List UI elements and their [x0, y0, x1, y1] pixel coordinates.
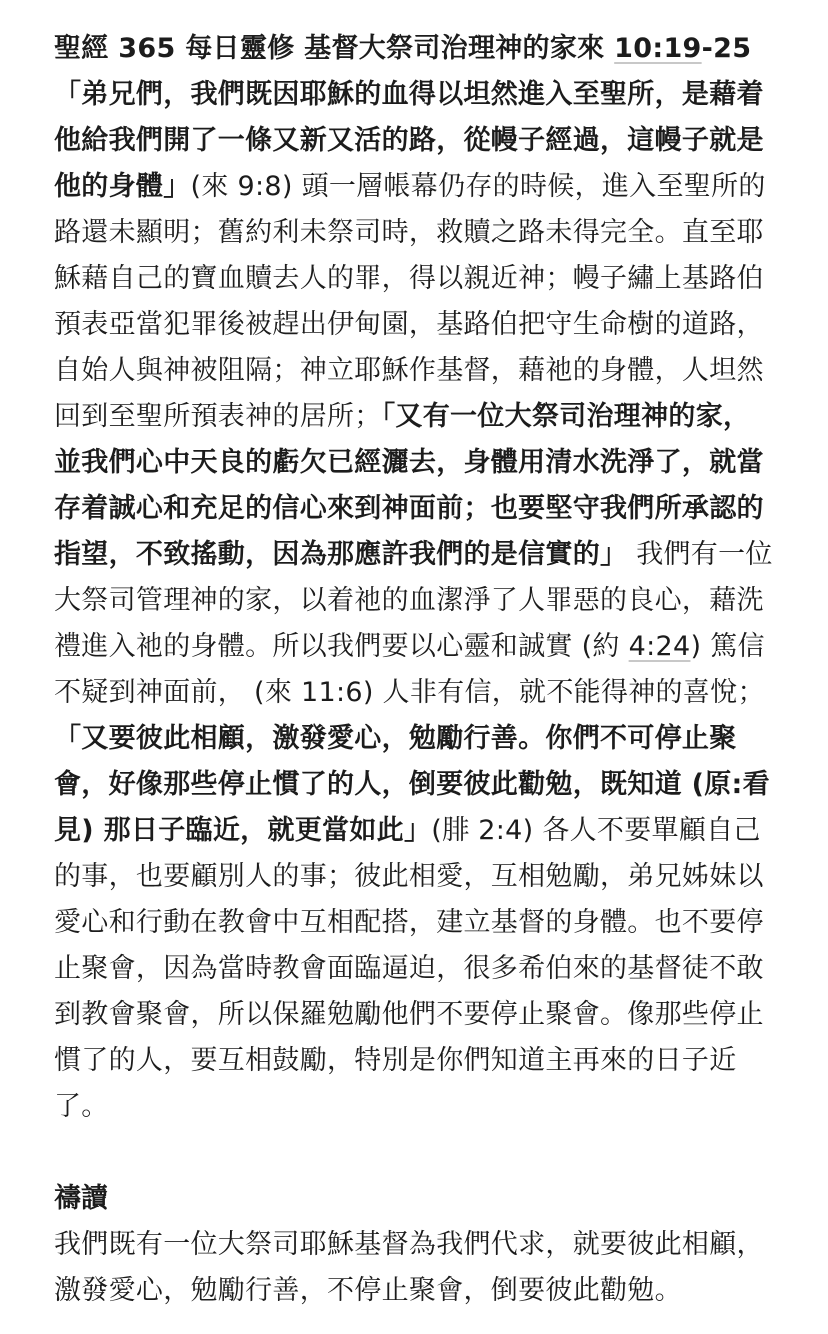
- devotional-page: [54, 26, 774, 1314]
- quote-hebrews-10-21: 「又有一位大祭司治理神的家，並我們心中天良的虧欠已經灑去，身體用清水洗淨了，就當存着誠心和充足的信心來到神面前；也要堅守我們所承認的指望，不致搖動，因為那應許我們的是信實的」: [54, 401, 764, 570]
- title-verse-link[interactable]: 10:19: [614, 33, 702, 64]
- title-verse-tail: -25: [701, 33, 752, 64]
- quote-hebrews-10-19: 「弟兄們，我們既因耶穌的血得以坦然進入至聖所，是藉着他給我們開了一條又新又活的路，從幔子經過，這幔子就是他的身體」: [54, 79, 764, 202]
- commentary-3: (腓 2:4) 各人不要單顧自己的事，也要顧別人的事；彼此相愛，互相勉勵，弟兄姊妹以愛心和行動在教會中互相配搭，建立基督的身體。也不要停止聚會，因為當時教會面臨逼迫，很多希伯來的基督徒不敢到教會聚會，所以保羅勉勵他們不要停止聚會。像那些停止慣了的人，要互相鼓勵，特別是你們知道主再來的日子近了。: [54, 815, 764, 1122]
- spacer: [54, 1130, 774, 1176]
- commentary-2a: 我們有一位大祭司管理神的家，以着祂的血潔淨了人罪惡的良心，藉洗禮進入祂的身體。所以我們要以心靈和誠實 (約: [54, 539, 773, 662]
- title-text: 聖經 365 每日靈修 基督大祭司治理神的家來: [54, 33, 615, 64]
- prayer-heading: 禱讀: [54, 1183, 108, 1214]
- devotional-body: [54, 26, 774, 1130]
- quote-hebrews-10-24: 「又要彼此相顧，激發愛心，勉勵行善。你們不可停止聚會，好像那些停止慣了的人，倒要彼此勸勉，既知道 (原:看見) 那日子臨近，就更當如此」: [54, 723, 770, 846]
- commentary-1: (來 9:8) 頭一層帳幕仍存的時候，進入至聖所的路還未顯明；舊約利未祭司時，救贖之路未得完全。直至耶穌藉自己的寶血贖去人的罪，得以親近神；幔子繡上基路伯預表亞當犯罪後被趕出伊甸園，基路伯把守生命樹的道路，自始人與神被阻隔；神立耶穌作基督，藉祂的身體，人坦然回到至聖所預表神的居所；: [54, 171, 766, 432]
- verse-link-john-4-24[interactable]: 4:24: [628, 631, 691, 662]
- prayer-body: 我們既有一位大祭司耶穌基督為我們代求，就要彼此相顧，激發愛心，勉勵行善，不停止聚會，倒要彼此勸勉。: [54, 1229, 764, 1306]
- devotional-title: [54, 33, 751, 64]
- commentary-2b: ) 篤信不疑到神面前， (來 11:6) 人非有信，就不能得神的喜悅；: [54, 631, 765, 708]
